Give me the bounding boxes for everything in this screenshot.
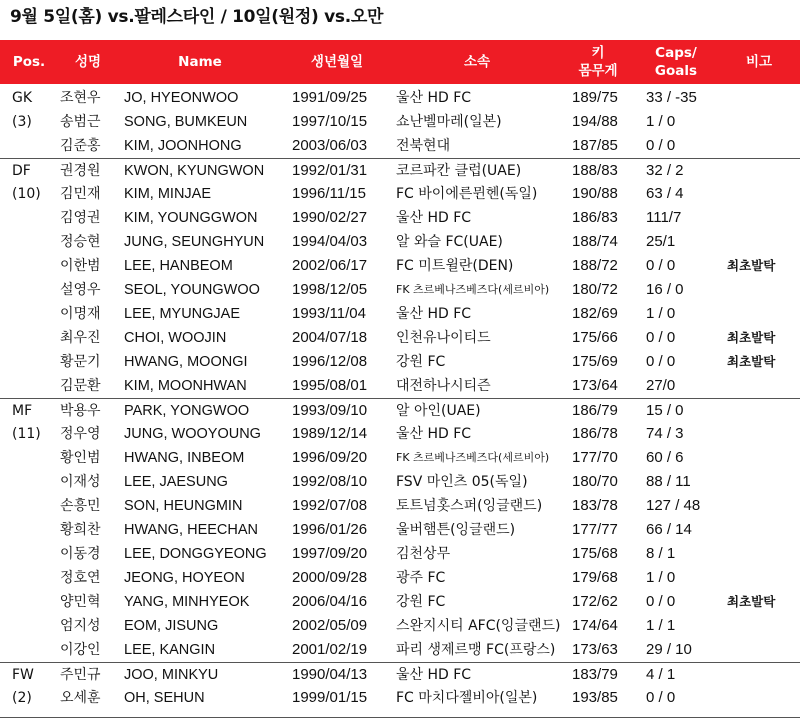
club-cell: 인천유나이티드: [396, 330, 491, 346]
table-row: [0, 278, 800, 302]
table-bottom-border: [0, 717, 800, 718]
table-row: [0, 566, 800, 590]
name-cell: LEE, MYUNGJAE: [124, 306, 241, 322]
korean-name-cell: 황희찬: [60, 522, 101, 538]
korean-name-cell: 정승현: [60, 234, 101, 250]
height-weight-cell: 174/64: [572, 617, 618, 634]
club-cell: FK 츠르베나즈베즈다(세르비아): [396, 451, 550, 464]
caps-goals-cell: 88 / 11: [646, 473, 691, 490]
birth-date-cell: 1992/07/08: [292, 497, 368, 514]
korean-name-cell: 김민재: [60, 186, 101, 202]
club-cell: 스완지시티 AFC(잉글랜드): [396, 618, 561, 634]
name-cell: EOM, JISUNG: [124, 618, 219, 634]
birth-date-cell: 1994/04/03: [292, 233, 368, 250]
header-caps-goals: [634, 40, 718, 84]
height-weight-cell: 188/83: [572, 162, 618, 179]
name-cell: CHOI, WOOJIN: [124, 330, 227, 346]
club-cell: FSV 마인츠 05(독일): [396, 474, 528, 490]
position-cell: GK: [12, 90, 33, 106]
height-weight-cell: 179/68: [572, 569, 618, 586]
club-cell: FC 바이에른뮌헨(독일): [396, 186, 538, 202]
position-cell: MF: [12, 403, 33, 419]
birth-date-cell: 1996/11/15: [292, 185, 366, 202]
caps-goals-cell: 15 / 0: [646, 402, 684, 419]
birth-date-cell: 1989/12/14: [292, 425, 368, 442]
height-weight-cell: 188/72: [572, 257, 618, 274]
header-name: Name: [178, 54, 222, 70]
height-weight-cell: 180/70: [572, 473, 618, 490]
club-cell: FC 마치다젤비아(일본): [396, 690, 538, 706]
height-weight-cell: 188/74: [572, 233, 618, 250]
korean-name-cell: 이강인: [60, 642, 101, 658]
korean-name-cell: 김문환: [60, 378, 101, 394]
height-weight-cell: 173/64: [572, 377, 618, 394]
table-row: [0, 422, 800, 446]
name-cell: SEOL, YOUNGWOO: [124, 282, 260, 298]
table-row: [0, 446, 800, 470]
height-weight-cell: 177/77: [572, 521, 618, 538]
table-row: [0, 686, 800, 710]
table-header: [0, 40, 800, 84]
name-cell: JUNG, WOOYOUNG: [124, 426, 261, 442]
name-cell: JEONG, HOYEON: [124, 570, 245, 586]
korean-name-cell: 송범근: [60, 114, 101, 130]
korean-name-cell: 이명재: [60, 306, 101, 322]
club-cell: 전북현대: [396, 138, 451, 154]
height-weight-cell: 187/85: [572, 137, 618, 154]
club-cell: 알 와슬 FC(UAE): [396, 234, 503, 250]
caps-goals-cell: 27/0: [646, 377, 676, 394]
caps-goals-cell: 0 / 0: [646, 689, 676, 706]
club-cell: 파리 생제르맹 FC(프랑스): [396, 642, 556, 658]
caps-goals-cell: 1 / 1: [646, 617, 676, 634]
height-weight-cell: 193/85: [572, 689, 618, 706]
table-row: [0, 158, 800, 182]
header-korean-name: 성명: [74, 54, 102, 70]
korean-name-cell: 김준홍: [60, 138, 101, 154]
korean-name-cell: 양민혁: [60, 594, 101, 610]
birth-date-cell: 1997/09/20: [292, 545, 368, 562]
table-row: [0, 350, 800, 374]
birth-date-cell: 1996/01/26: [292, 521, 368, 538]
table-row: [0, 206, 800, 230]
height-weight-cell: 173/63: [572, 641, 618, 658]
caps-goals-cell: 4 / 1: [646, 666, 676, 683]
position-cell: (10): [12, 186, 41, 202]
club-cell: FC 미트윌란(DEN): [396, 258, 514, 274]
birth-date-cell: 2002/06/17: [292, 257, 368, 274]
korean-name-cell: 오세훈: [60, 690, 101, 706]
birth-date-cell: 1993/11/04: [292, 305, 366, 322]
birth-date-cell: 1995/08/01: [292, 377, 368, 394]
name-cell: LEE, DONGGYEONG: [124, 546, 267, 562]
header-height-label: 키: [591, 45, 605, 61]
birth-date-cell: 1992/08/10: [292, 473, 368, 490]
position-cell: FW: [12, 667, 34, 683]
caps-goals-cell: 33 / -35: [646, 89, 697, 106]
birth-date-cell: 1990/04/13: [292, 666, 368, 683]
table-row: [0, 182, 800, 206]
name-cell: KIM, YOUNGGWON: [124, 210, 258, 226]
name-cell: SONG, BUMKEUN: [124, 114, 248, 130]
header-note: 비고: [745, 54, 773, 70]
name-cell: KWON, KYUNGWON: [124, 163, 265, 179]
name-cell: LEE, KANGIN: [124, 642, 216, 658]
club-cell: 울산 HD FC: [396, 306, 472, 322]
height-weight-cell: 183/79: [572, 666, 618, 683]
table-row: [0, 494, 800, 518]
name-cell: KIM, MOONHWAN: [124, 378, 247, 394]
table-row: [0, 326, 800, 350]
korean-name-cell: 권경원: [60, 163, 101, 179]
birth-date-cell: 1992/01/31: [292, 162, 368, 179]
table-row: [0, 470, 800, 494]
table-row: [0, 374, 800, 398]
korean-name-cell: 박용우: [60, 403, 101, 419]
korean-name-cell: 김영권: [60, 210, 101, 226]
table-row: [0, 638, 800, 662]
header-caps-label: Caps/: [655, 45, 697, 61]
caps-goals-cell: 127 / 48: [646, 497, 701, 514]
birth-date-cell: 2000/09/28: [292, 569, 368, 586]
caps-goals-cell: 1 / 0: [646, 305, 676, 322]
height-weight-cell: 172/62: [572, 593, 618, 610]
player-table-body: [0, 86, 800, 710]
header-height-weight: [562, 40, 634, 84]
korean-name-cell: 엄지성: [60, 618, 101, 634]
caps-goals-cell: 1 / 0: [646, 113, 676, 130]
header-weight-label: 몸무게: [578, 63, 618, 79]
club-cell: 울산 HD FC: [396, 210, 472, 226]
club-cell: 울산 HD FC: [396, 667, 472, 683]
korean-name-cell: 황인범: [60, 450, 101, 466]
header-birth-date: 생년월일: [310, 54, 364, 70]
club-cell: 토트넘홋스퍼(잉글랜드): [396, 498, 543, 514]
height-weight-cell: 182/69: [572, 305, 618, 322]
name-cell: JUNG, SEUNGHYUN: [124, 234, 265, 250]
club-cell: 강원 FC: [396, 354, 446, 370]
birth-date-cell: 2004/07/18: [292, 329, 368, 346]
name-cell: HWANG, INBEOM: [124, 450, 245, 466]
note-cell: 최초발탁: [727, 330, 776, 345]
caps-goals-cell: 74 / 3: [646, 425, 684, 442]
caps-goals-cell: 8 / 1: [646, 545, 676, 562]
height-weight-cell: 186/79: [572, 402, 618, 419]
height-weight-cell: 183/78: [572, 497, 618, 514]
caps-goals-cell: 66 / 14: [646, 521, 692, 538]
caps-goals-cell: 0 / 0: [646, 593, 676, 610]
height-weight-cell: 189/75: [572, 89, 618, 106]
page-title: 9월 5일(홈) vs.팔레스타인 / 10일(원정) vs.오만: [10, 7, 384, 27]
table-row: [0, 662, 800, 686]
korean-name-cell: 설영우: [60, 282, 101, 298]
name-cell: HWANG, HEECHAN: [124, 522, 258, 538]
header-position: Pos.: [12, 54, 46, 70]
table-row: [0, 518, 800, 542]
korean-name-cell: 손흥민: [60, 498, 101, 514]
note-cell: 최초발탁: [727, 594, 776, 609]
height-weight-cell: 194/88: [572, 113, 618, 130]
caps-goals-cell: 32 / 2: [646, 162, 684, 179]
korean-name-cell: 이동경: [60, 546, 101, 562]
club-cell: 울산 HD FC: [396, 90, 472, 106]
korean-name-cell: 황문기: [60, 354, 101, 370]
table-row: [0, 302, 800, 326]
table-row: [0, 134, 800, 158]
caps-goals-cell: 0 / 0: [646, 137, 676, 154]
korean-name-cell: 최우진: [60, 330, 101, 346]
caps-goals-cell: 29 / 10: [646, 641, 692, 658]
birth-date-cell: 1993/09/10: [292, 402, 368, 419]
caps-goals-cell: 16 / 0: [646, 281, 684, 298]
korean-name-cell: 주민규: [60, 667, 101, 683]
korean-name-cell: 정우영: [60, 426, 101, 442]
club-cell: 강원 FC: [396, 594, 446, 610]
club-cell: 광주 FC: [396, 570, 446, 586]
club-cell: 쇼난벨마레(일본): [396, 114, 502, 130]
position-cell: DF: [12, 163, 31, 179]
table-row: [0, 110, 800, 134]
birth-date-cell: 1990/02/27: [292, 209, 368, 226]
name-cell: LEE, HANBEOM: [124, 258, 233, 274]
birth-date-cell: 1999/01/15: [292, 689, 368, 706]
note-cell: 최초발탁: [727, 354, 776, 369]
name-cell: SON, HEUNGMIN: [124, 498, 243, 514]
position-cell: (3): [12, 114, 32, 130]
birth-date-cell: 2003/06/03: [292, 137, 368, 154]
birth-date-cell: 2006/04/16: [292, 593, 368, 610]
birth-date-cell: 2002/05/09: [292, 617, 368, 634]
name-cell: LEE, JAESUNG: [124, 474, 228, 490]
table-row: [0, 614, 800, 638]
name-cell: KIM, JOONHONG: [124, 138, 242, 154]
club-cell: 김천상무: [396, 546, 451, 562]
name-cell: HWANG, MOONGI: [124, 354, 248, 370]
name-cell: KIM, MINJAE: [124, 186, 212, 202]
club-cell: 울버햄튼(잉글랜드): [396, 522, 516, 538]
height-weight-cell: 175/66: [572, 329, 618, 346]
birth-date-cell: 1991/09/25: [292, 89, 368, 106]
table-row: [0, 398, 800, 422]
position-cell: (2): [12, 690, 32, 706]
position-cell: (11): [12, 426, 41, 442]
name-cell: PARK, YONGWOO: [124, 403, 250, 419]
caps-goals-cell: 0 / 0: [646, 257, 676, 274]
birth-date-cell: 1998/12/05: [292, 281, 368, 298]
club-cell: 코르파칸 클럽(UAE): [396, 163, 522, 179]
header-goals-label: Goals: [654, 63, 698, 79]
birth-date-cell: 1996/12/08: [292, 353, 368, 370]
caps-goals-cell: 0 / 0: [646, 353, 676, 370]
club-cell: 울산 HD FC: [396, 426, 472, 442]
caps-goals-cell: 60 / 6: [646, 449, 684, 466]
height-weight-cell: 186/83: [572, 209, 618, 226]
birth-date-cell: 1996/09/20: [292, 449, 368, 466]
club-cell: 대전하나시티즌: [396, 378, 491, 394]
height-weight-cell: 190/88: [572, 185, 618, 202]
birth-date-cell: 2001/02/19: [292, 641, 368, 658]
table-row: [0, 230, 800, 254]
korean-name-cell: 조현우: [60, 90, 101, 106]
korean-name-cell: 정호연: [60, 570, 101, 586]
club-cell: 알 아인(UAE): [396, 403, 481, 419]
caps-goals-cell: 25/1: [646, 233, 676, 250]
table-row: [0, 254, 800, 278]
korean-name-cell: 이한범: [60, 258, 101, 274]
birth-date-cell: 1997/10/15: [292, 113, 368, 130]
table-row: [0, 86, 800, 110]
name-cell: OH, SEHUN: [124, 690, 205, 706]
height-weight-cell: 180/72: [572, 281, 618, 298]
club-cell: FK 츠르베나즈베즈다(세르비아): [396, 283, 550, 296]
name-cell: YANG, MINHYEOK: [124, 594, 250, 610]
caps-goals-cell: 1 / 0: [646, 569, 676, 586]
note-cell: 최초발탁: [727, 258, 776, 273]
caps-goals-cell: 111/7: [646, 209, 682, 226]
table-row: [0, 590, 800, 614]
table-row: [0, 542, 800, 566]
name-cell: JO, HYEONWOO: [124, 90, 239, 106]
name-cell: JOO, MINKYU: [124, 667, 219, 683]
height-weight-cell: 175/68: [572, 545, 618, 562]
caps-goals-cell: 63 / 4: [646, 185, 684, 202]
caps-goals-cell: 0 / 0: [646, 329, 676, 346]
height-weight-cell: 186/78: [572, 425, 618, 442]
height-weight-cell: 177/70: [572, 449, 618, 466]
height-weight-cell: 175/69: [572, 353, 618, 370]
header-club: 소속: [463, 54, 491, 70]
korean-name-cell: 이재성: [60, 474, 101, 490]
